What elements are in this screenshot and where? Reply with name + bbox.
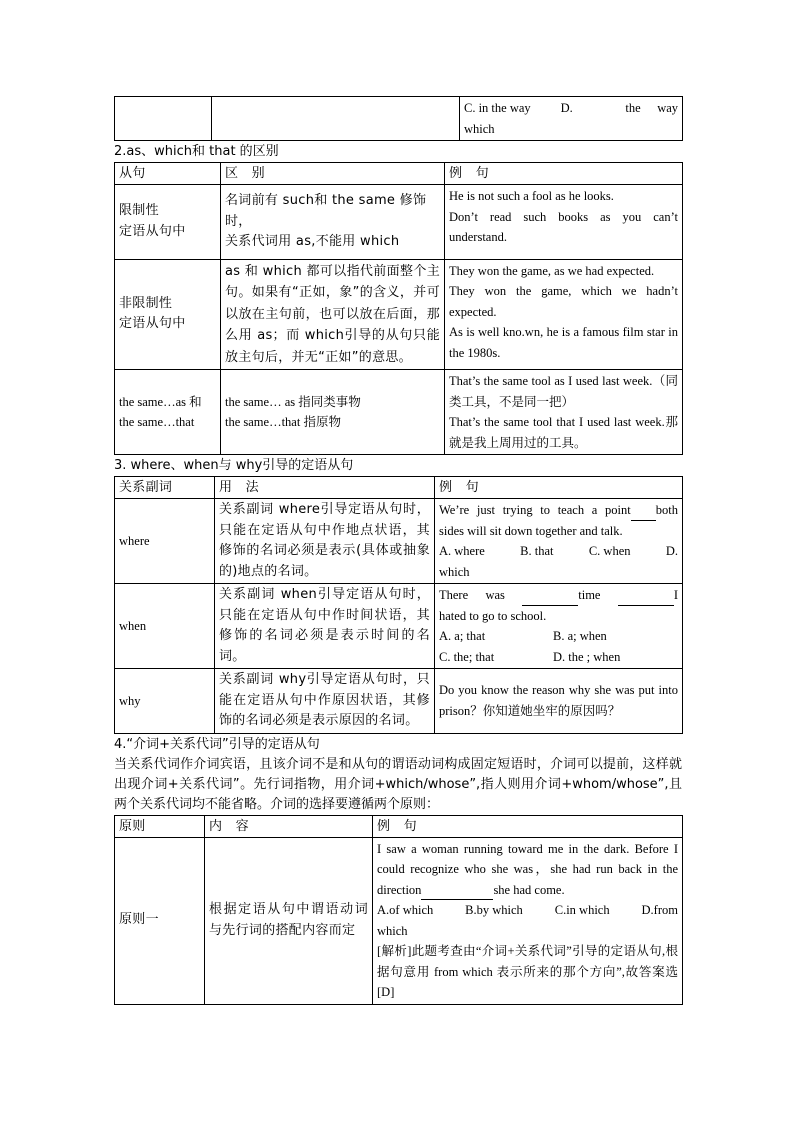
clause-line: the same…as 和 — [119, 394, 202, 409]
usage-cell: 关系副词 when引导定语从句时，只能在定语从句中作时间状语，其修饰的名词必须是表示时间的名词。 — [215, 584, 435, 669]
options-line — [464, 98, 678, 119]
clause-cell — [115, 370, 221, 455]
example-word: was — [485, 588, 505, 602]
example-line: Don’t read such books as you can’t understand. — [449, 209, 678, 244]
header-cell: 从句 — [115, 163, 221, 185]
clause-line: 限制性 — [119, 203, 159, 219]
analysis-text: [解析]此题考查由“介词+关系代词”引导的定语从句,根据句意用 from which 表示所来的那个方向”,故答案选[D] — [377, 944, 678, 999]
section-3-heading: 3. where、when与 why引导的定语从句 — [114, 458, 354, 473]
content-cell: 根据定语从句中谓语动词与先行词的搭配内容而定 — [205, 837, 373, 1004]
options-line — [439, 626, 678, 647]
table-row — [115, 584, 683, 669]
option: A. where — [439, 544, 485, 558]
section-4-paragraph: 当关系代词作介词宾语，且该介词不是和从句的谓语动词构成固定短语时，介词可以提前，这样就出现介词+关系代词”。先行词指物，用介词+which/whose”,指人则用介词+whom/whose”,且两个关系代词均不能省略。介词的选择要遵循两个原则： — [114, 756, 682, 812]
example-cell — [435, 584, 683, 669]
options-line — [439, 647, 678, 668]
top-table-fragment — [114, 96, 683, 141]
example-word: time — [578, 588, 601, 602]
diff-line: 名词前有 such和 the same 修饰时， — [225, 193, 427, 229]
table-header-row — [115, 163, 683, 185]
example-line: That’s the same tool as I used last week.（同类工具，不是同一把） — [449, 374, 678, 409]
example-line: hated to go to school. — [439, 608, 547, 623]
example-line: That’s the same tool that I used last week.那就是我上周用过的工具。 — [449, 415, 678, 450]
example-word: There — [439, 588, 469, 602]
table-header-row — [115, 477, 683, 499]
header-cell: 区 别 — [221, 163, 445, 185]
rule-cell: 原则一 — [115, 837, 205, 1004]
header-cell: 例 句 — [373, 815, 683, 837]
example-word: I — [673, 588, 678, 602]
option: C. when — [588, 544, 631, 558]
example-line: They won the game, which we hadn’t expected. — [449, 284, 678, 319]
section-4-table — [114, 815, 683, 1005]
diff-cell — [221, 185, 445, 260]
header-cell: 内 容 — [205, 815, 373, 837]
diff-line: 关系代词用 as,不能用 which — [225, 234, 400, 249]
usage-cell: 关系副词 where引导定语从句时，只能在定语从句中作地点状语，其修饰的名词必须是表示(具体或抽象的)地点的名词。 — [215, 499, 435, 584]
example-text: We’re just trying to teach a point — [439, 503, 631, 517]
section-3-table — [114, 476, 683, 734]
example-cell — [445, 185, 683, 260]
header-cell: 原则 — [115, 815, 205, 837]
option-tail: which — [377, 923, 408, 938]
options-cell — [460, 97, 683, 141]
option-word: the — [625, 101, 641, 115]
section-2-table — [114, 162, 683, 455]
option: D. the ; when — [553, 649, 621, 664]
document-page — [114, 96, 682, 1005]
example-text: she had come. — [493, 882, 565, 897]
option: D.from — [641, 903, 678, 917]
example-line: He is not such a fool as he looks. — [449, 189, 614, 203]
option: D. — [665, 544, 678, 558]
clause-line: 定语从句中 — [119, 316, 186, 332]
word-cell: when — [115, 584, 215, 669]
answer-blank — [522, 591, 578, 606]
table-row — [115, 837, 683, 1004]
diff-cell — [221, 370, 445, 455]
example-text: I saw a woman running toward me in the dark. Before I could recognize who she was，she had run back in the direction — [377, 841, 678, 897]
option: C.in which — [554, 903, 610, 917]
header-cell: 例 句 — [435, 477, 683, 499]
empty-cell — [115, 97, 212, 141]
clause-cell — [115, 185, 221, 260]
section-2-heading: 2.as、which和 that 的区别 — [114, 144, 279, 159]
option: A.of which — [377, 903, 434, 917]
section-4-heading: 4.“介词+关系代词”引导的定语从句 — [114, 736, 320, 752]
table-row — [115, 370, 683, 455]
option-c: C. in the way — [464, 101, 531, 115]
diff-line: the same… as 指同类事物 — [225, 394, 361, 409]
table-row — [115, 185, 683, 260]
diff-line: the same…that 指原物 — [225, 415, 341, 429]
usage-cell: 关系副词 why引导定语从句时，只能在定语从句中作原因状语，其修饰的名词必须是表示原因的名词。 — [215, 669, 435, 734]
clause-line: 定语从句中 — [119, 223, 186, 239]
option-tail: which — [439, 564, 470, 579]
table-row — [115, 669, 683, 734]
word-cell: why — [115, 669, 215, 734]
diff-cell — [221, 259, 445, 370]
option: A. a; that — [439, 629, 486, 643]
example-cell: Do you know the reason why she was put into prison？你知道她坐牢的原因吗？ — [435, 669, 683, 734]
option-d: D. — [560, 101, 573, 115]
answer-blank — [631, 506, 656, 521]
word-cell: where — [115, 499, 215, 584]
table-row — [115, 259, 683, 370]
header-cell: 关系副词 — [115, 477, 215, 499]
options-line — [439, 541, 678, 562]
options-line — [377, 900, 678, 921]
option: B. that — [520, 544, 554, 558]
answer-blank — [421, 885, 493, 900]
header-cell: 例 句 — [445, 163, 683, 185]
option-word: way — [657, 101, 679, 115]
answer-blank — [618, 591, 674, 606]
empty-cell — [212, 97, 460, 141]
example-line: As is well kno.wn, he is a famous film star in the 1980s. — [449, 325, 678, 360]
diff-text: as 和 which 都可以指代前面整个主句。如果有“正如，象”的含义，并可以放在主句前，也可以放在后面，那么用 as；而 which引导的从句只能放主句后，并无“正如”的意思。 — [225, 263, 440, 365]
example-cell — [435, 499, 683, 584]
clause-line: the same…that — [119, 415, 195, 429]
example-cell — [445, 370, 683, 455]
table-row — [115, 499, 683, 584]
example-cell — [373, 837, 683, 1004]
example-line — [439, 585, 678, 606]
option: C. the; that — [439, 649, 495, 664]
option: B.by which — [465, 903, 523, 917]
example-line: They won the game, as we had expected. — [449, 263, 655, 278]
option-tail: which — [464, 121, 495, 136]
header-cell: 用 法 — [215, 477, 435, 499]
table-header-row — [115, 815, 683, 837]
clause-cell — [115, 259, 221, 370]
option: B. a; when — [553, 629, 607, 643]
clause-line: 非限制性 — [119, 295, 173, 311]
example-text: both sides will sit down together and talk. — [439, 503, 678, 538]
example-cell — [445, 259, 683, 370]
